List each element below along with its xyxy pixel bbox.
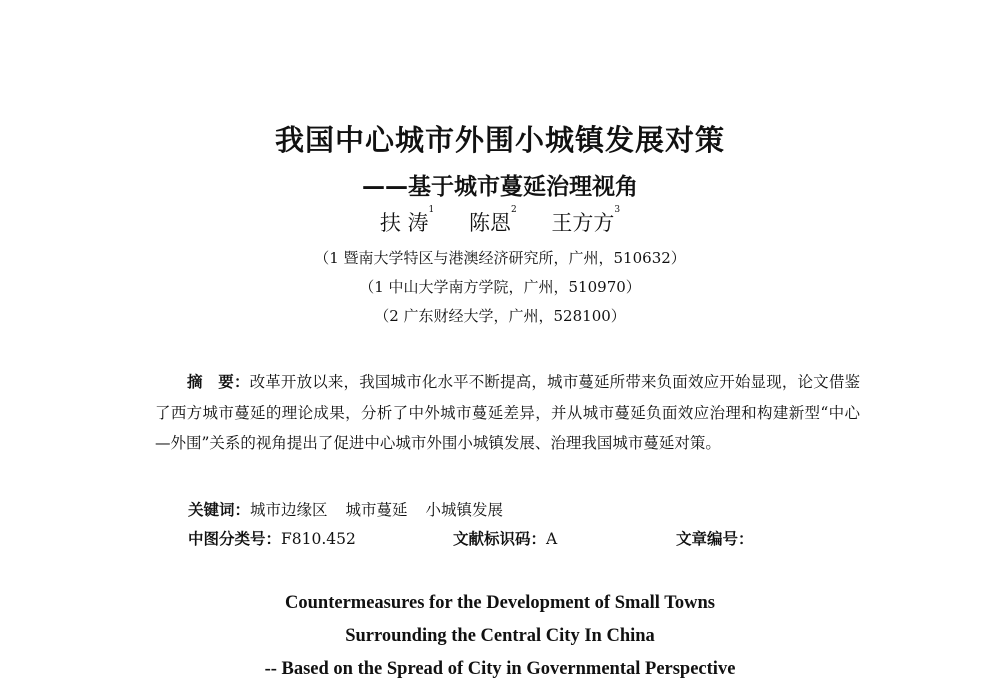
author-name: 陈恩 [468, 211, 511, 235]
affiliation-1: （1 暨南大学特区与港澳经济研究所，广州，510632） [314, 249, 686, 267]
clc-value: F810.452 [281, 530, 356, 548]
paper-title: 我国中心城市外围小城镇发展对策 [274, 123, 725, 157]
clc-label: 中图分类号： [188, 529, 282, 548]
english-title-line-1: Countermeasures for the Development of Small Towns [285, 593, 715, 613]
document-code-label: 文献标识码： [453, 529, 547, 548]
author-affiliation-mark: 1 [428, 205, 435, 215]
english-title-line-3: -- Based on the Spread of City in Governmental Perspective [264, 659, 736, 679]
abstract-label: 摘 要： [187, 372, 250, 391]
author-list [0, 207, 1000, 237]
english-title-line-2: Surrounding the Central City In China [345, 626, 655, 646]
author-2 [468, 205, 517, 235]
author-1 [379, 205, 435, 235]
keywords-label: 关键词： [188, 500, 251, 519]
abstract-text: 改革开放以来，我国城市化水平不断提高，城市蔓延所带来负面效应开始显现，论文借鉴了西方城市蔓延的理论成果，分析了中外城市蔓延差异，并从城市蔓延负面效应治理和构建新型“中心—外围”关系的视角提出了促进中心城市外围小城镇发展、治理我国城市蔓延对策。 [155, 373, 860, 452]
document-code-value: A [546, 530, 558, 548]
author-3 [551, 205, 621, 235]
abstract [155, 367, 860, 459]
affiliation-2: （1 中山大学南方学院，广州，510970） [359, 278, 641, 296]
document-code [453, 527, 557, 549]
paper-subtitle: ——基于城市蔓延治理视角 [362, 174, 638, 200]
clc-number [188, 527, 356, 549]
article-number [676, 527, 754, 549]
keyword: 城市边缘区 [250, 501, 328, 519]
author-name: 王方方 [551, 211, 615, 235]
keyword: 小城镇发展 [425, 501, 504, 519]
keyword: 城市蔓延 [345, 501, 408, 519]
author-affiliation-mark: 3 [614, 205, 621, 215]
article-number-label: 文章编号： [676, 529, 754, 548]
affiliation-3: （2 广东财经大学，广州，528100） [374, 307, 626, 325]
author-affiliation-mark: 2 [510, 205, 517, 215]
keywords [188, 498, 521, 520]
author-name: 扶 涛 [379, 211, 429, 235]
